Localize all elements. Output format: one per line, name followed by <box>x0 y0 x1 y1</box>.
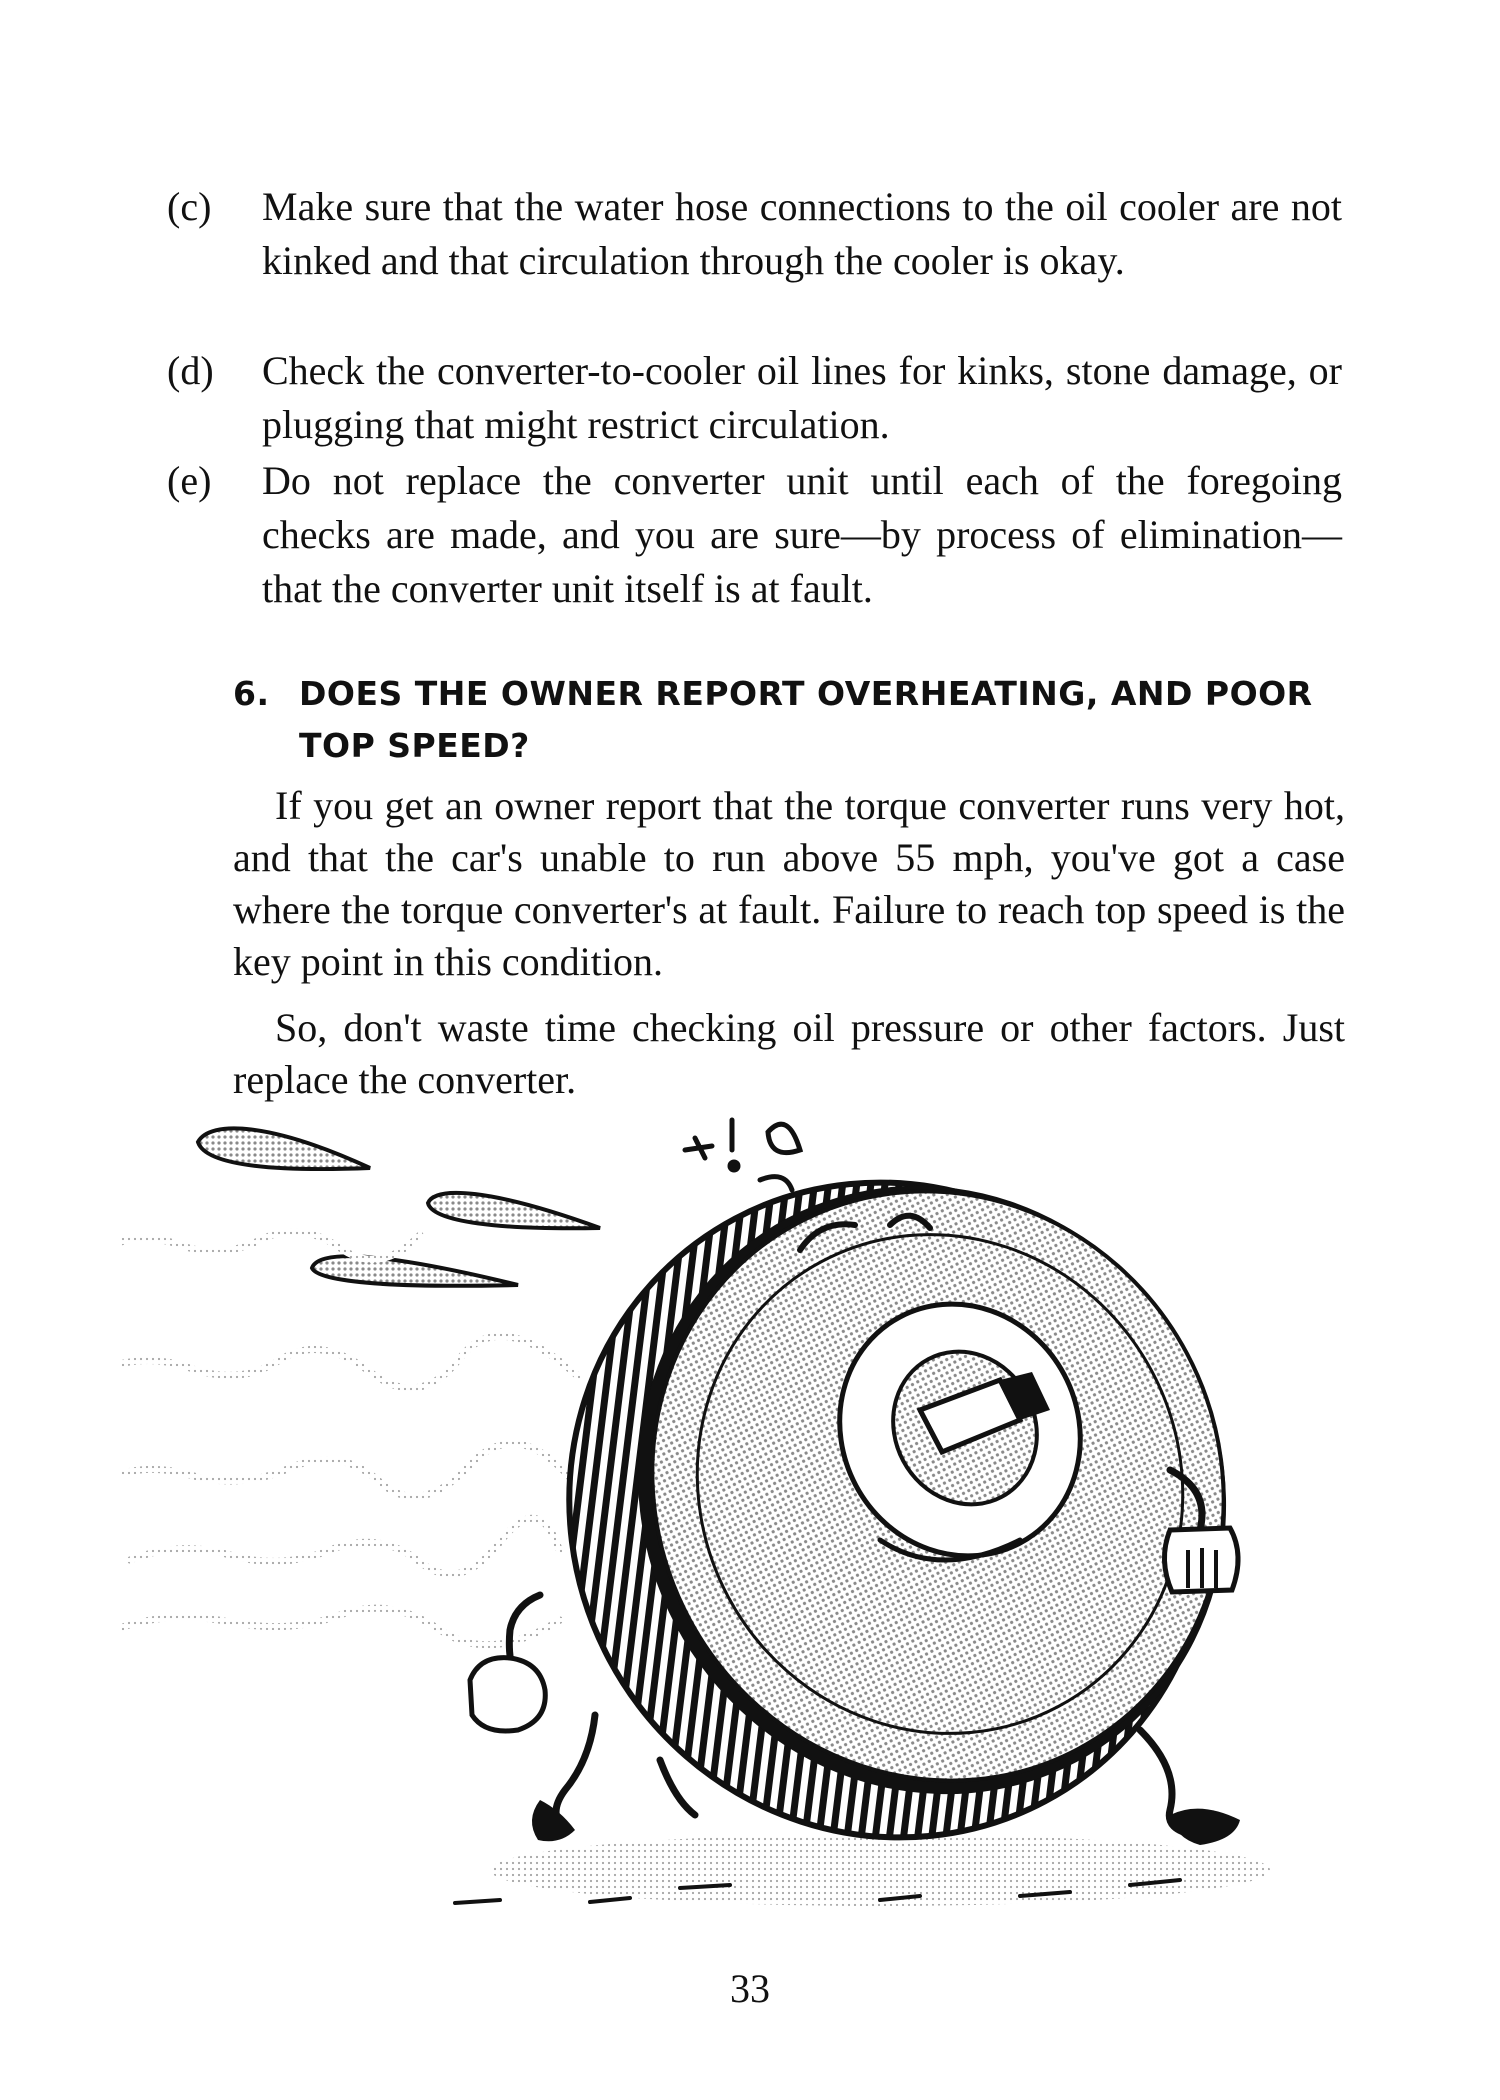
list-item-e <box>167 454 1342 616</box>
list-marker: (d) <box>167 348 214 393</box>
list-marker: (c) <box>167 184 212 229</box>
list-marker: (e) <box>167 458 212 503</box>
exclamation-icon <box>685 1120 800 1190</box>
cartoon-svg <box>120 1110 1350 1940</box>
torque-converter-cartoon <box>120 1110 1350 1940</box>
list-item-text: Do not replace the converter unit until each of the foregoing checks are made, and you are sure—by process of elimination—that the converter unit itself is at fault. <box>262 458 1342 611</box>
body-paragraph: If you get an owner report that the torque converter runs very hot, and that the car's unable to run above 55 mph, you've got a case where the torque converter's at fault. Failure to reach top speed is the key point in this condition. <box>233 783 1345 984</box>
page-number: 33 <box>730 1966 770 2011</box>
body-paragraph: So, don't waste time checking oil pressure or other factors. Just replace the converter. <box>233 1005 1345 1102</box>
ground-shadow <box>455 1834 1270 1906</box>
section-heading-text: DOES THE OWNER REPORT OVERHEATING, AND POOR TOP SPEED? <box>299 674 1313 765</box>
list-item-d <box>167 344 1342 452</box>
list-item-c <box>167 180 1342 288</box>
speed-drop-icon <box>198 1128 600 1285</box>
list-item-text: Check the converter-to-cooler oil lines for kinks, stone damage, or plugging that might restrict circulation. <box>262 348 1342 447</box>
left-arm <box>470 1595 545 1731</box>
section-number: 6. <box>233 674 270 713</box>
motion-lines <box>120 1232 580 1645</box>
list-item-text: Make sure that the water hose connections to the oil cooler are not kinked and that circulation through the cooler is okay. <box>262 184 1342 283</box>
